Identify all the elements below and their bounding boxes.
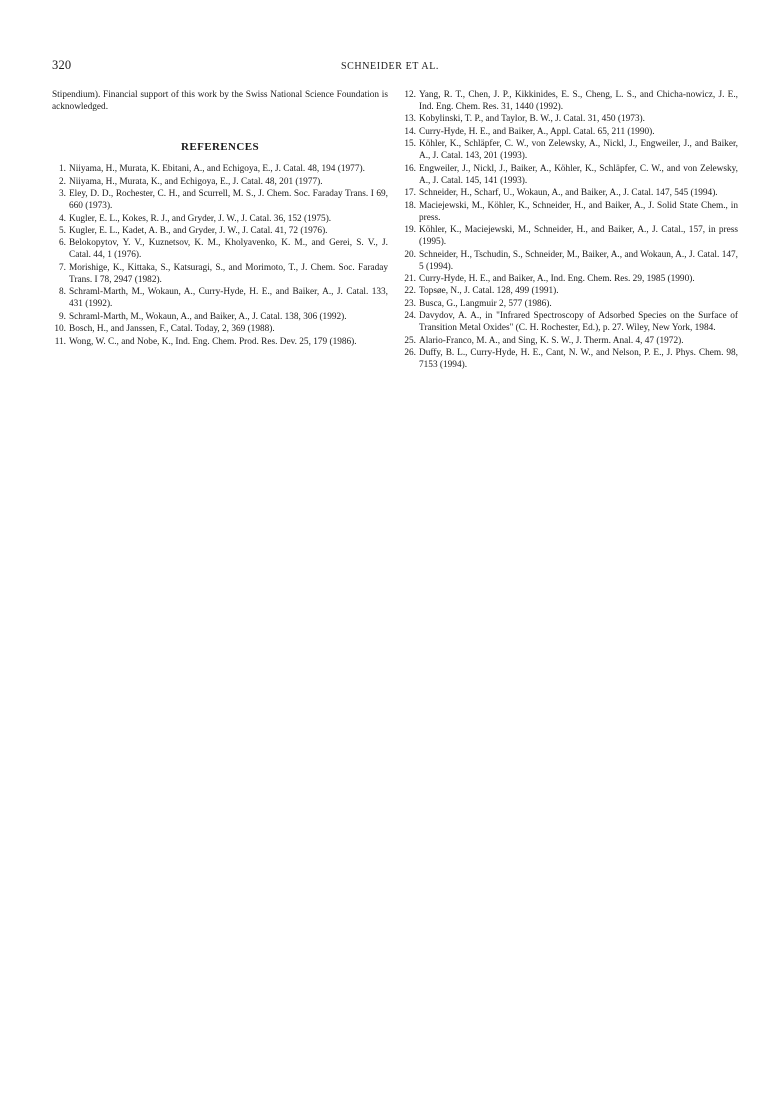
- reference-text: Kugler, E. L., Kadet, A. B., and Gryder, J. W., J. Catal. 41, 72 (1976).: [69, 225, 328, 236]
- reference-text: Niiyama, H., Murata, K., and Echigoya, E., J. Catal. 48, 201 (1977).: [69, 176, 323, 187]
- reference-item: [402, 113, 738, 125]
- reference-number: 20.: [404, 249, 416, 260]
- reference-item: [402, 285, 738, 297]
- reference-text: Schraml-Marth, M., Wokaun, A., Curry-Hyde, H. E., and Baiker, A., J. Catal. 133, 431 (1992).: [69, 287, 388, 310]
- reference-text: Köhler, K., Schläpfer, C. W., von Zelewsky, A., Nickl, J., Engweiler, J., and Baiker, A., J. Catal. 143, 201 (1993).: [419, 139, 738, 162]
- reference-text: Kugler, E. L., Kokes, R. J., and Gryder, J. W., J. Catal. 36, 152 (1975).: [69, 213, 332, 224]
- left-column: [52, 89, 388, 348]
- reference-item: [402, 200, 738, 224]
- page-number: 320: [52, 58, 72, 72]
- reference-text: Eley, D. D., Rochester, C. H., and Scurrell, M. S., J. Chem. Soc. Faraday Trans. I 69, 660 (1973).: [69, 189, 388, 212]
- reference-text: Maciejewski, M., Köhler, K., Schneider, H., and Baiker, A., J. Solid State Chem., in press.: [419, 200, 738, 223]
- reference-text: Duffy, B. L., Curry-Hyde, H. E., Cant, N. W., and Nelson, P. E., J. Phys. Chem. 98, 7153 (1994).: [419, 348, 738, 371]
- reference-item: [52, 225, 388, 237]
- reference-text: Curry-Hyde, H. E., and Baiker, A., Appl. Catal. 65, 211 (1990).: [419, 126, 655, 137]
- reference-number: 23.: [404, 298, 416, 309]
- reference-item: [52, 176, 388, 188]
- reference-number: 1.: [59, 164, 66, 175]
- reference-item: [52, 163, 388, 175]
- reference-item: [402, 273, 738, 285]
- reference-text: Köhler, K., Maciejewski, M., Schneider, H., and Baiker, A., J. Catal., 157, in press (1995).: [419, 225, 738, 248]
- reference-number: 7.: [59, 262, 66, 273]
- reference-number: 21.: [404, 274, 416, 285]
- reference-number: 22.: [404, 286, 416, 297]
- reference-text: Niiyama, H., Murata, K. Ebitani, A., and Echigoya, E., J. Catal. 48, 194 (1977).: [69, 164, 365, 175]
- reference-number: 9.: [59, 311, 66, 322]
- reference-number: 24.: [404, 311, 416, 322]
- reference-item: [402, 298, 738, 310]
- reference-text: Alario-Franco, M. A., and Sing, K. S. W., J. Therm. Anal. 4, 47 (1972).: [419, 335, 684, 346]
- reference-number: 16.: [404, 163, 416, 174]
- references-list-left: [52, 163, 388, 347]
- reference-text: Wong, W. C., and Nobe, K., Ind. Eng. Chem. Prod. Res. Dev. 25, 179 (1986).: [69, 336, 357, 347]
- reference-number: 15.: [404, 139, 416, 150]
- reference-item: [402, 249, 738, 273]
- reference-item: [52, 237, 388, 261]
- reference-text: Kobylinski, T. P., and Taylor, B. W., J. Catal. 31, 450 (1973).: [419, 114, 645, 125]
- reference-number: 18.: [404, 200, 416, 211]
- reference-item: [52, 336, 388, 348]
- reference-item: [402, 187, 738, 199]
- reference-item: [402, 126, 738, 138]
- reference-number: 26.: [404, 348, 416, 359]
- running-head: SCHNEIDER ET AL.: [340, 61, 440, 72]
- reference-number: 12.: [404, 90, 416, 100]
- reference-text: Schraml-Marth, M., Wokaun, A., and Baiker, A., J. Catal. 138, 306 (1992).: [69, 311, 347, 322]
- reference-item: [52, 262, 388, 286]
- reference-text: Yang, R. T., Chen, J. P., Kikkinides, E. S., Cheng, L. S., and Chicha-nowicz, J. E., Ind. Eng. Chem. Res. 31, 1440 (1992).: [419, 90, 738, 113]
- reference-text: Bosch, H., and Janssen, F., Catal. Today, 2, 369 (1988).: [69, 324, 275, 335]
- reference-item: [52, 323, 388, 335]
- reference-item: [52, 213, 388, 225]
- reference-text: Belokopytov, Y. V., Kuznetsov, K. M., Kholyavenko, K. M., and Gerei, S. V., J. Catal. 44, 1 (1976).: [69, 238, 388, 261]
- reference-item: [402, 310, 738, 334]
- reference-item: [52, 311, 388, 323]
- reference-number: 11.: [54, 336, 66, 347]
- reference-item: [402, 138, 738, 162]
- reference-number: 8.: [59, 287, 66, 298]
- reference-item: [402, 163, 738, 187]
- reference-number: 5.: [59, 225, 66, 236]
- right-column: [402, 89, 738, 372]
- reference-text: Davydov, A. A., in "Infrared Spectroscopy of Adsorbed Species on the Surface of Transition Metal Oxides" (C. H. Rochester, Ed.), p. 27. Wiley, New York, 1984.: [419, 311, 738, 334]
- reference-item: [402, 347, 738, 371]
- acknowledgment-text: Stipendium). Financial support of this work by the Swiss National Science Foundation is acknowledged.: [52, 90, 388, 113]
- reference-number: 2.: [59, 176, 66, 187]
- reference-text: Topsøe, N., J. Catal. 128, 499 (1991).: [419, 286, 559, 297]
- reference-item: [52, 286, 388, 310]
- reference-number: 6.: [59, 238, 66, 249]
- reference-item: [402, 335, 738, 347]
- reference-item: [402, 89, 738, 113]
- reference-text: Busca, G., Langmuir 2, 577 (1986).: [419, 298, 552, 309]
- reference-text: Engweiler, J., Nickl, J., Baiker, A., Köhler, K., Schläpfer, C. W., and von Zelewsky, A., J. Catal. 145, 141 (1993).: [419, 163, 738, 186]
- reference-item: [402, 224, 738, 248]
- reference-text: Curry-Hyde, H. E., and Baiker, A., Ind. Eng. Chem. Res. 29, 1985 (1990).: [419, 274, 695, 285]
- references-list-right: [402, 89, 738, 371]
- reference-item: [52, 188, 388, 212]
- reference-text: Schneider, H., Scharf, U., Wokaun, A., and Baiker, A., J. Catal. 147, 545 (1994).: [419, 188, 718, 199]
- reference-number: 10.: [54, 324, 66, 335]
- reference-number: 14.: [404, 126, 416, 137]
- reference-text: Morishige, K., Kittaka, S., Katsuragi, S., and Morimoto, T., J. Chem. Soc. Faraday Trans. I 78, 2947 (1982).: [69, 262, 388, 285]
- reference-number: 4.: [59, 213, 66, 224]
- references-heading: REFERENCES: [181, 141, 259, 154]
- reference-number: 19.: [404, 225, 416, 236]
- reference-number: 17.: [404, 188, 416, 199]
- reference-number: 3.: [59, 189, 66, 200]
- reference-text: Schneider, H., Tschudin, S., Schneider, M., Baiker, A., and Wokaun, A., J. Catal. 147, 5 (1994).: [419, 249, 738, 272]
- reference-number: 13.: [404, 114, 416, 125]
- reference-number: 25.: [404, 335, 416, 346]
